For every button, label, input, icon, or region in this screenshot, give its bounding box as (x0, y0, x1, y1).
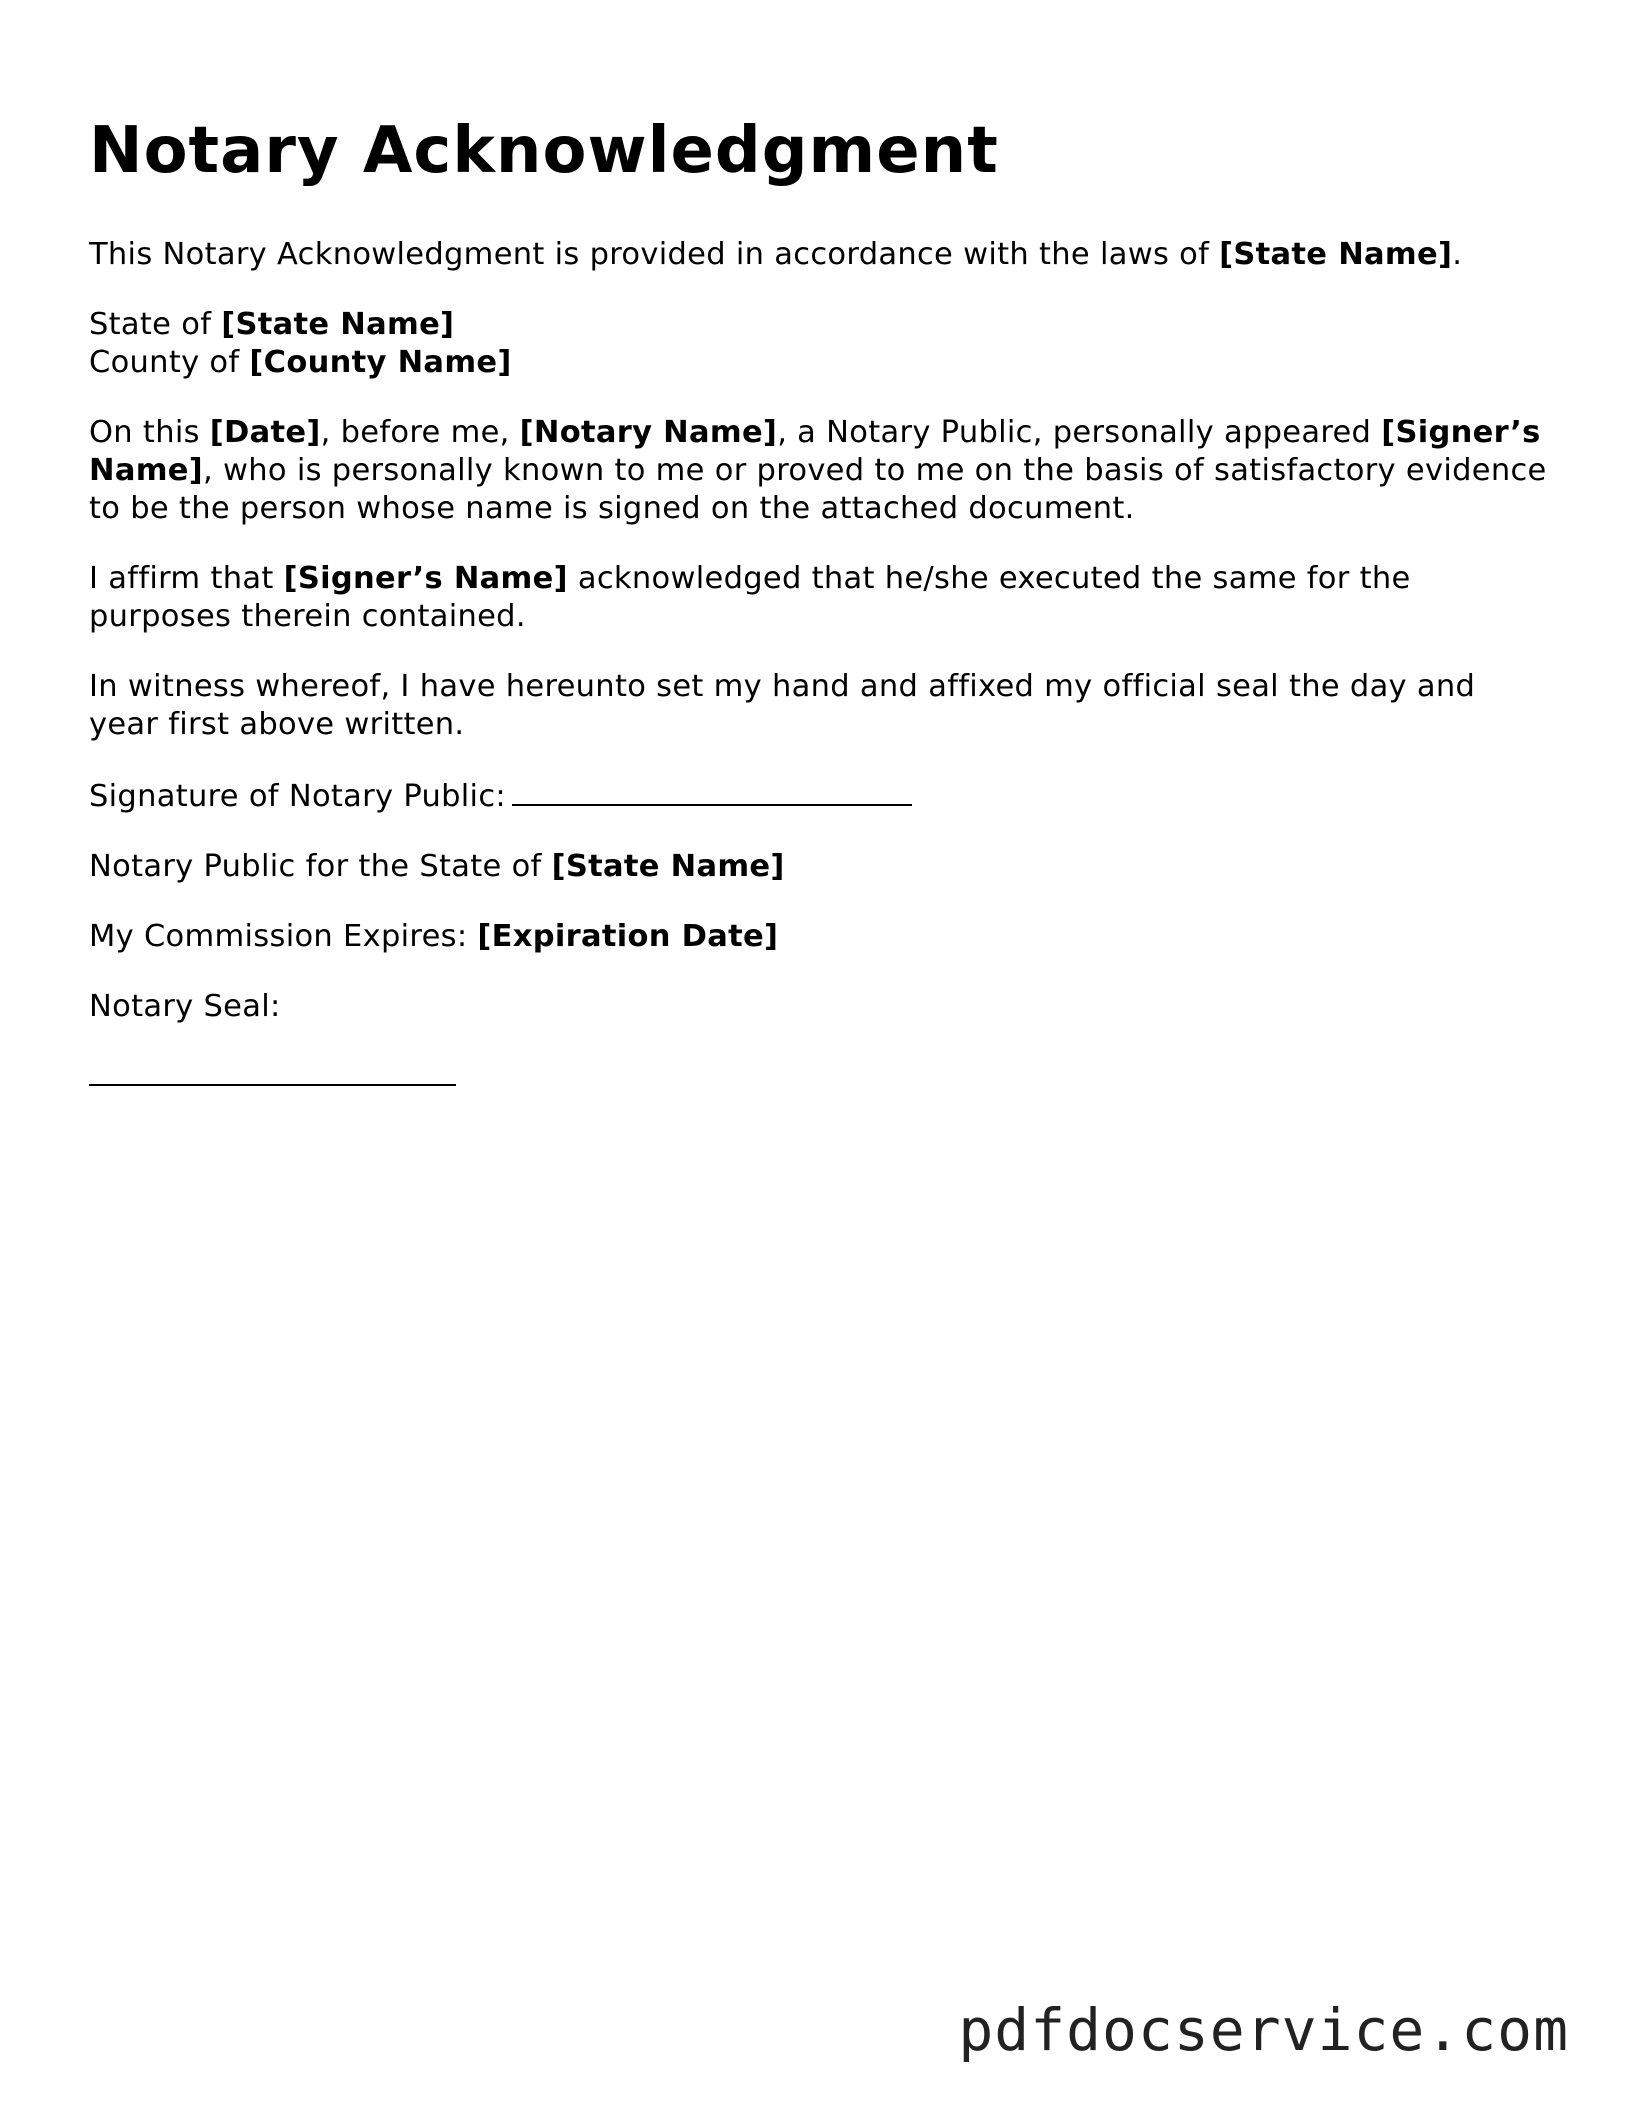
seal-label: Notary Seal: (89, 989, 281, 1024)
witness-paragraph: In witness whereof, I have hereunto set my hand and affixed my official seal the day and year first above written. (89, 669, 1476, 742)
expiration-date-placeholder: [Expiration Date] (477, 919, 779, 954)
state-name-placeholder: [State Name] (1219, 237, 1453, 272)
notary-state-line: Notary Public for the State of [State Name] (89, 849, 785, 884)
notary-state-placeholder: [State Name] (551, 849, 785, 884)
date-placeholder: [Date] (209, 415, 321, 450)
seal-blank[interactable] (89, 1084, 456, 1086)
intro-paragraph: This Notary Acknowledgment is provided in accordance with the laws of [State Name]. (89, 237, 1463, 272)
venue-county-placeholder: [County Name] (249, 345, 512, 380)
venue-state-placeholder: [State Name] (221, 307, 455, 342)
document-page (89, 112, 1549, 1086)
affirm-signer-placeholder: [Signer’s Name] (283, 561, 568, 596)
signer-name-placeholder: [Signer’s Name] (89, 415, 1541, 488)
watermark: pdfdocservice.com (958, 1996, 1569, 2064)
document-title: Notary Acknowledgment (89, 114, 999, 188)
appearance-paragraph: On this [Date], before me, [Notary Name], a Notary Public, personally appeared [Signer’s Name], who is personally known to me or proved to me on the basis of satisfactory evidence to be the person whose name is signed on the attached document. (89, 415, 1547, 526)
commission-line: My Commission Expires: [Expiration Date] (89, 919, 779, 954)
venue-block: State of [State Name] County of [County Name] (89, 307, 512, 380)
signature-line (89, 776, 1549, 816)
signature-label: Signature of Notary Public: (89, 779, 506, 814)
signature-blank[interactable] (512, 776, 912, 806)
notary-name-placeholder: [Notary Name] (519, 415, 778, 450)
affirm-paragraph: I affirm that [Signer’s Name] acknowledged that he/she executed the same for the purposes therein contained. (89, 561, 1411, 634)
